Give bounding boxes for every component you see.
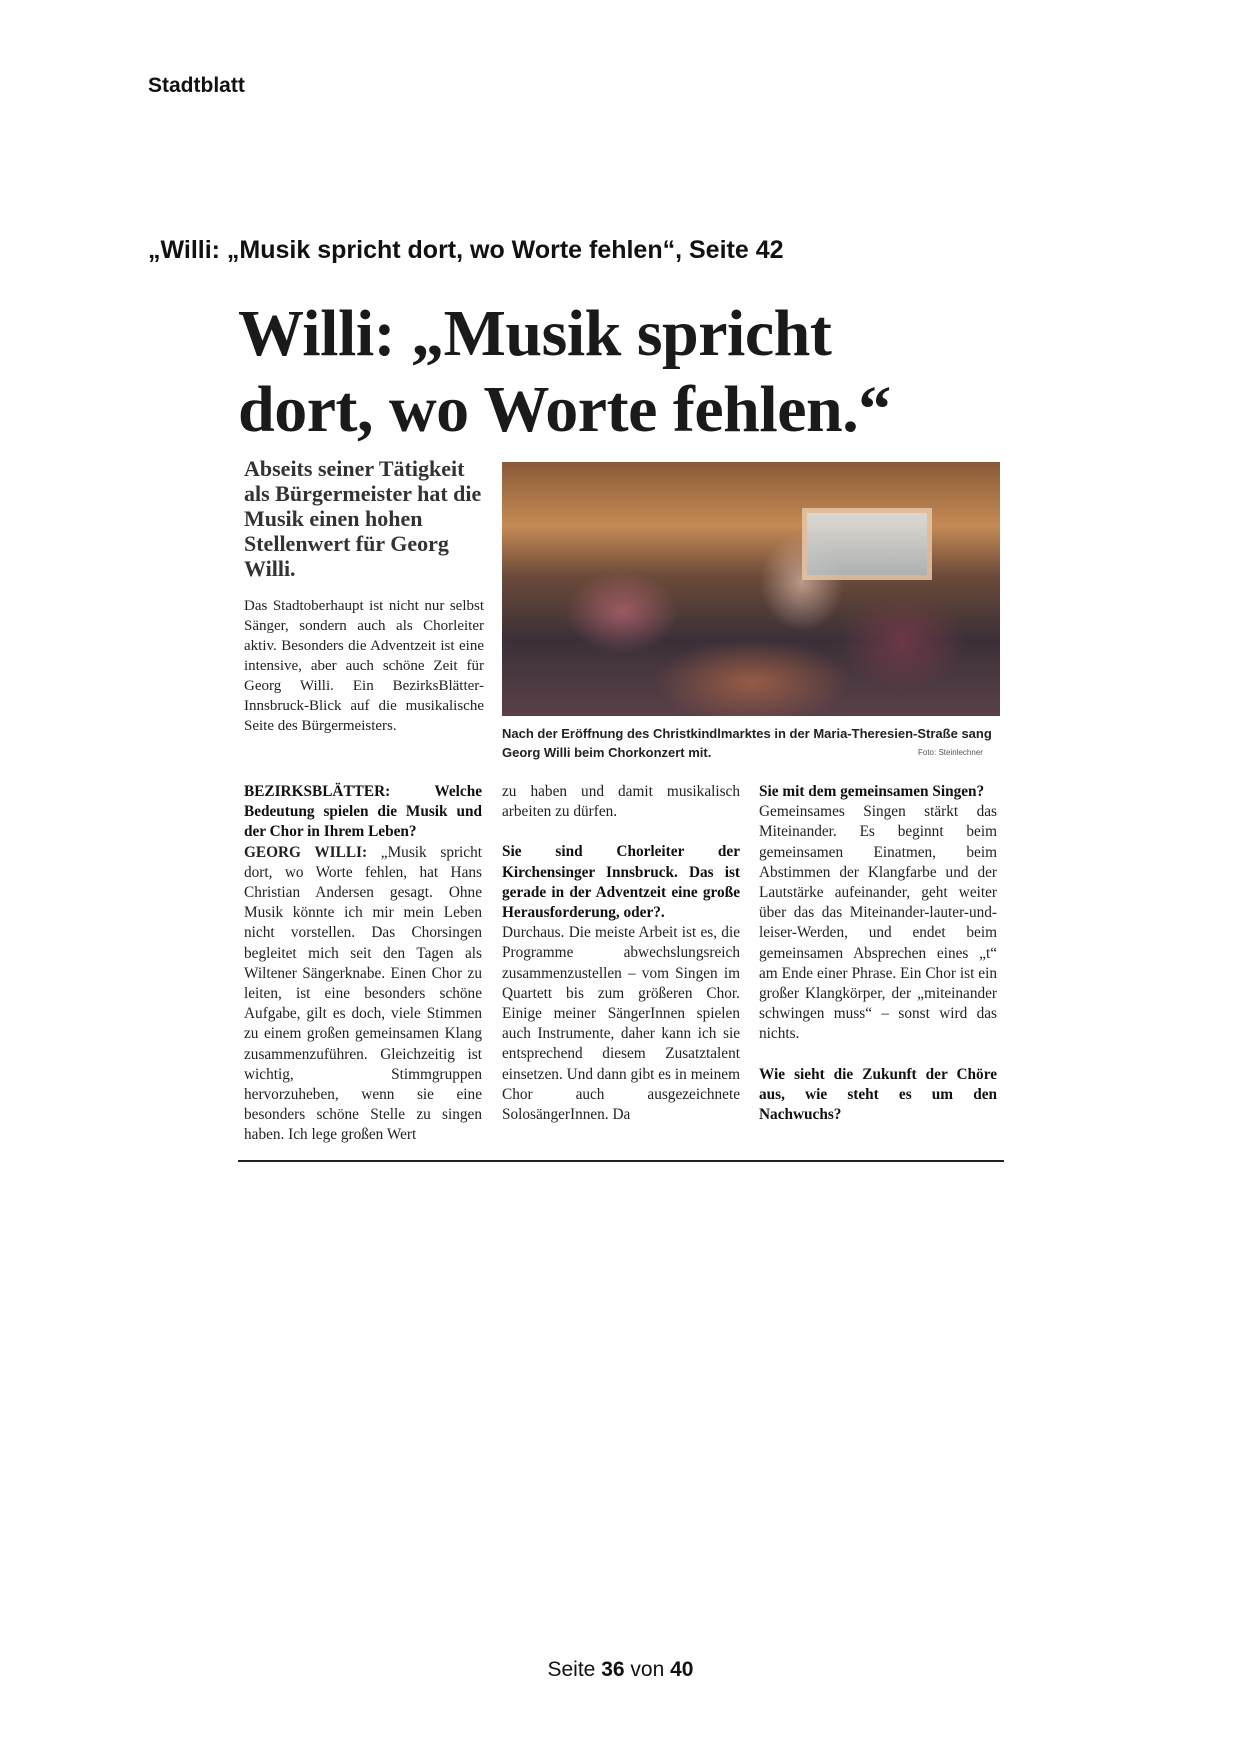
page-number	[0, 1658, 1241, 1682]
choir-photo	[502, 462, 1000, 716]
speaker-label: GEORG WILLI:	[244, 843, 368, 861]
page-current: 36	[601, 1658, 625, 1681]
text-column-3	[759, 782, 997, 1168]
continued-text: zu haben und damit musikalisch arbeiten zu dürfen.	[502, 783, 740, 821]
newspaper-clipping	[238, 296, 1004, 1164]
text-column-2	[502, 782, 740, 1168]
interview-question-3: Sie mit dem gemeinsamen Singen?	[759, 783, 985, 800]
page-middle: von	[630, 1658, 665, 1681]
headline-line-1: Willi: „Musik spricht	[238, 297, 832, 370]
page-total: 40	[670, 1658, 694, 1681]
bottom-rule	[238, 1160, 1004, 1162]
intro-paragraph: Das Stadtoberhaupt ist nicht nur selbst Sänger, sondern auch als Chorleiter aktiv. Besonders die Adventzeit ist eine intensive, aber auch schöne Zeit für Georg Willi. Ein BezirksBlätter-Innsbruck-Blick auf die musikalische Seite des Bürgermeisters.	[244, 598, 484, 734]
clipping-reference: „Willi: „Musik spricht dort, wo Worte fehlen“, Seite 42	[148, 236, 784, 264]
headline	[238, 296, 1004, 448]
source-label: Stadtblatt	[148, 74, 245, 97]
headline-line-2: dort, wo Worte fehlen.“	[238, 373, 891, 446]
text-column-1	[244, 782, 482, 1168]
interview-answer-3: Gemeinsames Singen stärkt das Miteinander. Es beginnt beim gemeinsamen Einatmen, beim Abstimmen der Klangfarbe und der Lautstärke aufeinander, geht weiter über das das Miteinander-lauter-und-leiser-Werden, und endet beim gemeinsamen Absprechen eines „t“ am Ende einer Phrase. Ein Chor ist ein großer Klangkörper, der „miteinander schwingen muss“ – sonst wird das nichts.	[759, 803, 997, 1043]
photo-credit: Foto: Steinlechner	[918, 748, 983, 757]
interview-question-2: Sie sind Chorleiter der Kirchensinger Innsbruck. Das ist gerade in der Adventzeit eine große Herausforderung, oder?.	[502, 843, 740, 922]
lead-paragraph: Abseits seiner Tätigkeit als Bürgermeister hat die Musik einen hohen Stellenwert für Georg Willi.	[244, 456, 482, 581]
photo-window-detail	[802, 508, 932, 580]
interview-question-4: Wie sieht die Zukunft der Chöre aus, wie steht es um den Nachwuchs?	[759, 1065, 997, 1124]
interview-question-1: BEZIRKSBLÄTTER: Welche Bedeutung spielen die Musik und der Chor in Ihrem Leben?	[244, 783, 482, 841]
interview-answer-1	[244, 843, 482, 1146]
interview-answer-2: Durchaus. Die meiste Arbeit ist es, die Programme abwechslungsreich zusammenzustellen – vom Singen im Quartett bis zum größeren Chor. Einige meiner SängerInnen spielen auch Instrumente, daher kann ich sie entsprechend diesem Zusatztalent einsetzen. Und dann gibt es in meinem Chor auch ausgezeichnete SolosängerInnen. Da	[502, 924, 740, 1124]
photo-caption: Nach der Eröffnung des Christkindlmarktes in der Maria-Theresien-Straße sang Georg Willi beim Chorkonzert mit.	[502, 726, 992, 760]
answer-text: „Musik spricht dort, wo Worte fehlen, hat Hans Christian Andersen gesagt. Ohne Musik könnte ich mir mein Leben nicht vorstellen. Das Chorsingen begleitet mich seit den Tagen als Wiltener Sängerknabe. Einen Chor zu leiten, ist eine besonders schöne Aufgabe, gilt es doch, viele Stimmen zu einem großen gemeinsamen Klang zusammenzuführen. Gleichzeitig ist wichtig, Stimmgruppen hervorzuheben, wenn sie eine besonders schöne Stelle zu singen haben. Ich lege großen Wert	[244, 843, 482, 1144]
page-prefix: Seite	[547, 1658, 596, 1681]
